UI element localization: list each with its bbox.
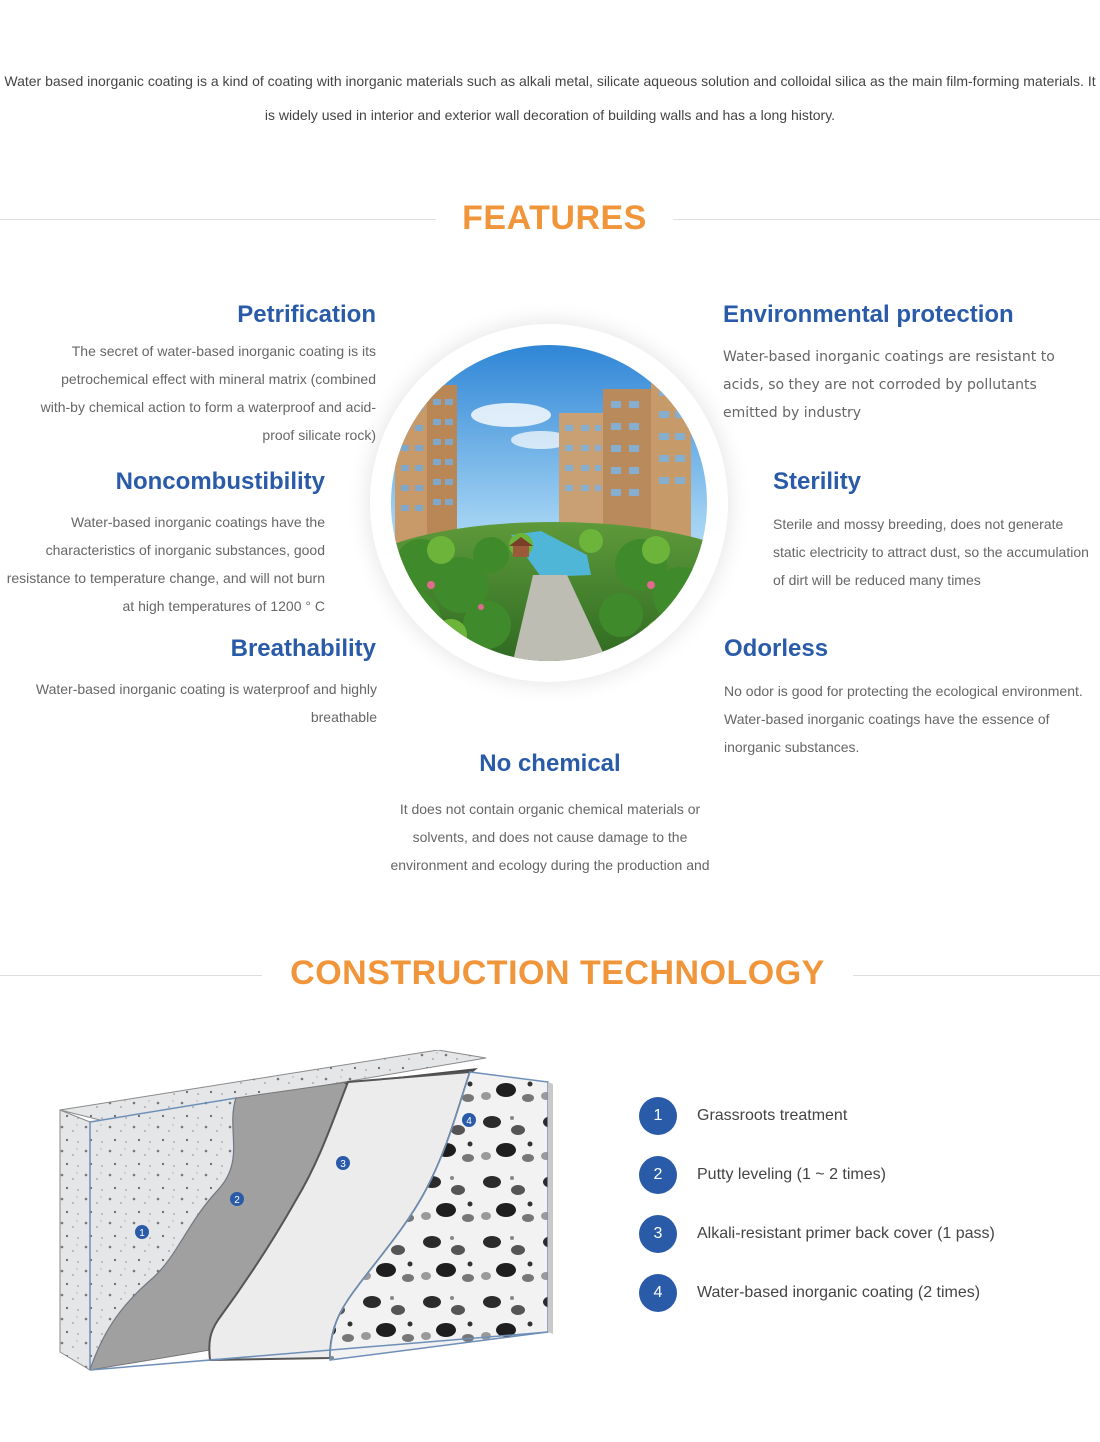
step-label: Alkali-resistant primer back cover (1 pass): [697, 1225, 995, 1242]
step-label: Putty leveling (1 ~ 2 times): [697, 1166, 886, 1183]
wall-layers-diagram: [58, 1050, 553, 1375]
construction-step: [639, 1274, 980, 1312]
feature-title-odorless: Odorless: [724, 635, 829, 662]
construction-step: [639, 1156, 886, 1194]
diagram-marker-3: [336, 1156, 350, 1170]
diagram-marker-1: [135, 1225, 149, 1239]
feature-text-noncombustibility: Water-based inorganic coatings have the characteristics of inorganic substances, good resistance to temperature change, and will not burn at high temperatures of 1200 ° C: [6, 514, 325, 614]
construction-title: CONSTRUCTION TECHNOLOGY: [290, 954, 825, 992]
step-number-badge: 1: [639, 1097, 677, 1135]
feature-text-petrification: The secret of water-based inorganic coating is its petrochemical effect with mineral matrix (combined with-by chemical action to form a waterproof and acid-proof silicate rock): [40, 343, 376, 443]
feature-title-sterility: Sterility: [773, 468, 862, 495]
feature-title-environmental-protection: Environmental protection: [723, 301, 1014, 328]
step-label: Grassroots treatment: [697, 1107, 848, 1124]
svg-text:4: 4: [466, 1116, 472, 1127]
feature-text-odorless: No odor is good for protecting the ecological environment. Water-based inorganic coatings have the essence of inorganic substances.: [724, 683, 1083, 755]
construction-step: [639, 1097, 847, 1135]
step-label: Water-based inorganic coating (2 times): [697, 1284, 981, 1301]
feature-title-no-chemical: No chemical: [479, 750, 621, 777]
feature-title-noncombustibility: Noncombustibility: [115, 468, 325, 495]
feature-title-petrification: Petrification: [237, 301, 376, 328]
step-number-badge: 3: [639, 1215, 677, 1253]
diagram-marker-4: [462, 1113, 476, 1127]
feature-text-sterility: Sterile and mossy breeding, does not generate static electricity to attract dust, so the accumulation of dirt will be reduced many times: [773, 516, 1089, 588]
feature-title-breathability: Breathability: [230, 635, 376, 662]
step-number-badge: 2: [639, 1156, 677, 1194]
feature-text-environmental-protection: Water-based inorganic coatings are resistant to acids, so they are not corroded by pollutants emitted by industry: [723, 349, 1055, 421]
construction-steps: [639, 1097, 1079, 1347]
construction-rule-left: [0, 975, 262, 976]
features-title: FEATURES: [462, 199, 647, 237]
features-rule-right: [673, 219, 1100, 220]
svg-text:1: 1: [139, 1228, 145, 1239]
diagram-marker-2: [230, 1192, 244, 1206]
svg-text:2: 2: [234, 1195, 240, 1206]
features-rule-left: [0, 219, 436, 220]
construction-step: [639, 1215, 995, 1253]
intro-paragraph: Water based inorganic coating is a kind of coating with inorganic materials such as alkali metal, silicate aqueous solution and colloidal silica as the main film-forming materials. It is widely used in interior and exterior wall decoration of building walls and has a long history.: [4, 73, 1096, 123]
feature-text-no-chemical: It does not contain organic chemical materials or solvents, and does not cause damage to the environment and ecology during the production and: [390, 801, 710, 873]
construction-rule-right: [853, 975, 1100, 976]
residential-complex-image: [391, 345, 707, 661]
step-number-badge: 4: [639, 1274, 677, 1312]
feature-text-breathability: Water-based inorganic coating is waterproof and highly breathable: [35, 681, 377, 725]
svg-text:3: 3: [340, 1159, 346, 1170]
